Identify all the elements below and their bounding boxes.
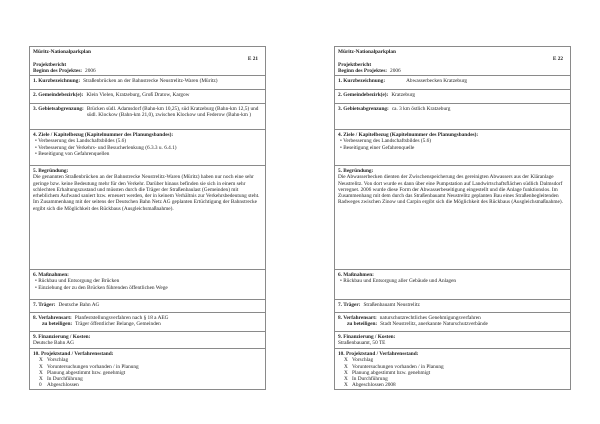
- status-text: Vorschlag: [47, 357, 69, 364]
- section-value: Klein Vielen, Kratzeburg, Groß Dratow, Kargow: [86, 92, 190, 98]
- status-mark: X: [39, 369, 43, 376]
- status-item: [39, 382, 262, 388]
- section-title: 6. Maßnahmen:: [338, 272, 374, 278]
- section-label: 1. Kurzbezeichnung:: [33, 78, 81, 84]
- section-text: Die genannten Straßenbrücken an der Bahnstrecke Neustrelitz-Waren (Müritz) haben nur noch eine sehr geringe bzw. keine Bedeutung mehr für den Verkehr. Darüber hinaus befinden sie sich in einem sehr schlechten Erhaltungszustand und müssten durch die Träger der Straßenbaulast (Gemeinden) mit erheblichem Aufwand saniert bzw. erneuert werden, der in keinem Verhältnis zur Verkehrsbedeutung steht. Im Zusammenhang mit der seitens der Deutschen Bahn Netz AG geplanten Ertüchtigung der Bahnstrecke ergibt sich die Möglichkeit des Rückbaus (Ausgleichsmaßnahme).: [33, 174, 260, 212]
- section-value: Brücken südl. Adamsdorf (Bahn-km 10,25), süd Kratzeburg (Bahn-km 12,5) und südl. Klockow (Bahn-km 21,0), zwischen Klockow und Federow (Bahn-km ): [86, 106, 259, 119]
- section-value: naturschutzrechtliches Genehmigungsverfahren: [379, 315, 481, 321]
- park-plan-title: Müritz-Nationalparkplan: [338, 49, 396, 55]
- section-label: 2. Gemeindebezirk(e):: [338, 92, 389, 98]
- status-mark: X: [39, 376, 43, 383]
- section-procedure: [30, 312, 265, 331]
- project-code: E 22: [552, 56, 563, 62]
- section-value: Straßenbauamt, 50 TE: [338, 340, 386, 347]
- section-title: 6. Maßnahmen:: [33, 272, 69, 278]
- section-title: 10. Projektstand / Verfahrensstand:: [33, 351, 114, 357]
- status-mark: X: [39, 357, 43, 364]
- section-provider: [30, 299, 265, 312]
- start-label: Beginn des Projektes:: [338, 68, 388, 75]
- section-label: 7. Träger:: [338, 302, 361, 308]
- report-type: Projektbericht: [338, 62, 372, 68]
- status-text: Abgeschlossen: [47, 382, 79, 389]
- status-mark: X: [344, 376, 348, 383]
- section-value: Abwasserbecken Kratzeburg: [406, 78, 468, 84]
- section-label: zu beteiligen:: [42, 321, 73, 328]
- status-text: In Durchführung: [352, 376, 388, 383]
- status-text: In Durchführung: [47, 376, 83, 383]
- section-municipalities: [30, 89, 265, 103]
- status-mark: X: [39, 363, 43, 370]
- list-item: • Beseitigung von Gefahrenquellen: [35, 151, 262, 157]
- list-item: • Beseitigung einer Gefahrenquelle: [340, 145, 567, 151]
- status-text: Planung abgestimmt bzw. genehmigt: [47, 369, 126, 376]
- list-item: • Rückbau und Entsorgung aller Gebäude und Anlagen: [340, 278, 567, 284]
- status-text: Vorschlag: [352, 357, 374, 364]
- section-measures: [335, 269, 570, 299]
- section-title: 5. Begründung:: [338, 168, 374, 174]
- project-report-page-e22: [334, 46, 571, 390]
- section-provider: [335, 299, 570, 312]
- section-label: 8. Verfahrensart:: [33, 315, 72, 321]
- section-label: 9. Finanzierung / Kosten:: [338, 334, 396, 340]
- section-label: 7. Träger:: [33, 302, 56, 308]
- report-header: [335, 47, 570, 75]
- list-item: • Verbesserung des Landschaftsbildes (5.6): [35, 138, 262, 144]
- section-financing: [30, 331, 265, 348]
- status-text: Voruntersuchungen vorhanden / in Planung: [352, 363, 444, 370]
- section-value: Stadt Neustrelitz, anerkannte Naturschutzverbände: [380, 321, 488, 328]
- status-item: [344, 382, 567, 388]
- start-value: 2006: [390, 68, 401, 75]
- list-item: • Rückbau und Entsorgung der Brücken: [35, 278, 262, 284]
- report-type: Projektbericht: [33, 62, 67, 68]
- start-value: 2006: [85, 68, 96, 75]
- section-value: Träger öffentlicher Belange, Gemeinden: [75, 321, 161, 328]
- status-mark: 0: [39, 382, 42, 389]
- section-value: Planfeststellungsverfahren nach § 18 a AEG: [74, 315, 169, 321]
- section-label: 9. Finanzierung / Kosten:: [33, 334, 91, 340]
- start-label: Beginn des Projektes:: [33, 68, 83, 75]
- section-value: Deutsche Bahn AG: [58, 302, 100, 308]
- section-justification: [335, 165, 570, 269]
- status-mark: X: [344, 382, 348, 389]
- section-label: 2. Gemeindebezirk(e):: [33, 92, 84, 98]
- project-report-page-e21: [29, 46, 266, 390]
- section-value: Straßenbauamt Neustrelitz: [363, 302, 420, 308]
- section-justification: [30, 165, 265, 269]
- section-financing: [335, 331, 570, 348]
- project-code: E 21: [247, 56, 258, 62]
- section-label: zu beteiligen:: [347, 321, 378, 328]
- section-goals: [30, 129, 265, 165]
- report-header: [30, 47, 265, 75]
- section-area: [335, 103, 570, 129]
- section-measures: [30, 269, 265, 299]
- status-mark: X: [344, 357, 348, 364]
- section-label: 1. Kurzbezeichnung:: [338, 78, 386, 84]
- status-mark: X: [344, 363, 348, 370]
- section-value: ca. 3 km östlich Kratzeburg: [391, 106, 451, 112]
- section-title: 4. Ziele / Kapitelbezug (Kapitelnummer des Planungsbandes):: [33, 132, 174, 138]
- section-value: Kratzeburg: [391, 92, 416, 98]
- status-text: Abgeschlossen 2008: [352, 382, 396, 389]
- list-item: • Verbesserung der Verkehrs- und Besucherlenkung (6.3.3 u. 6.4.1): [35, 145, 262, 151]
- section-text: Die Abwasserbecken dienten der Zwischenspeicherung des gereinigten Abwassers aus der Kläranlage Neustrelitz. Von dort wurde es dann über eine Pumpstation auf Landwirtschaftsflächen südlich Dalmsdorf verregnet. 2006 wurde diese Form der Abwasserbeseitigung eingestellt und die Anlage funktionslos. Im Zusammenhang mit dem durch das Straßenbauamt Neustrelitz geplanten Bau eines Straßenbegleitenden Radweges zwischen Zinow und Carpin ergibt sich die Möglichkeit des Rückbaus (Ausgleichsmaßnahme).: [338, 174, 563, 206]
- section-label: 8. Verfahrensart:: [338, 315, 377, 321]
- section-status: [30, 348, 265, 391]
- list-item: • Einziehung der zu den Brücken führenden öffentlichen Wege: [35, 285, 262, 291]
- section-short-title: [335, 75, 570, 89]
- list-item: • Verbesserung des Landschaftsbildes (5.6): [340, 138, 567, 144]
- section-status: [335, 348, 570, 391]
- section-municipalities: [335, 89, 570, 103]
- section-label: 3. Gebietsabgrenzung:: [33, 106, 84, 112]
- status-mark: X: [344, 369, 348, 376]
- status-text: Voruntersuchungen vorhanden / in Planung: [47, 363, 139, 370]
- park-plan-title: Müritz-Nationalparkplan: [33, 49, 91, 55]
- section-title: 4. Ziele / Kapitelbezug (Kapitelnummer des Planungsbandes):: [338, 132, 479, 138]
- status-text: Planung abgestimmt bzw. genehmigt: [352, 369, 431, 376]
- section-label: 3. Gebietsabgrenzung:: [338, 106, 389, 112]
- section-title: 10. Projektstand / Verfahrensstand:: [338, 351, 419, 357]
- section-value: Straßenbrücken an der Bahnstrecke Neustrelitz-Waren (Müritz): [83, 78, 218, 84]
- section-area: [30, 103, 265, 129]
- section-short-title: [30, 75, 265, 89]
- section-goals: [335, 129, 570, 165]
- section-title: 5. Begründung:: [33, 168, 69, 174]
- section-procedure: [335, 312, 570, 331]
- section-value: Deutsche Bahn AG: [33, 340, 74, 347]
